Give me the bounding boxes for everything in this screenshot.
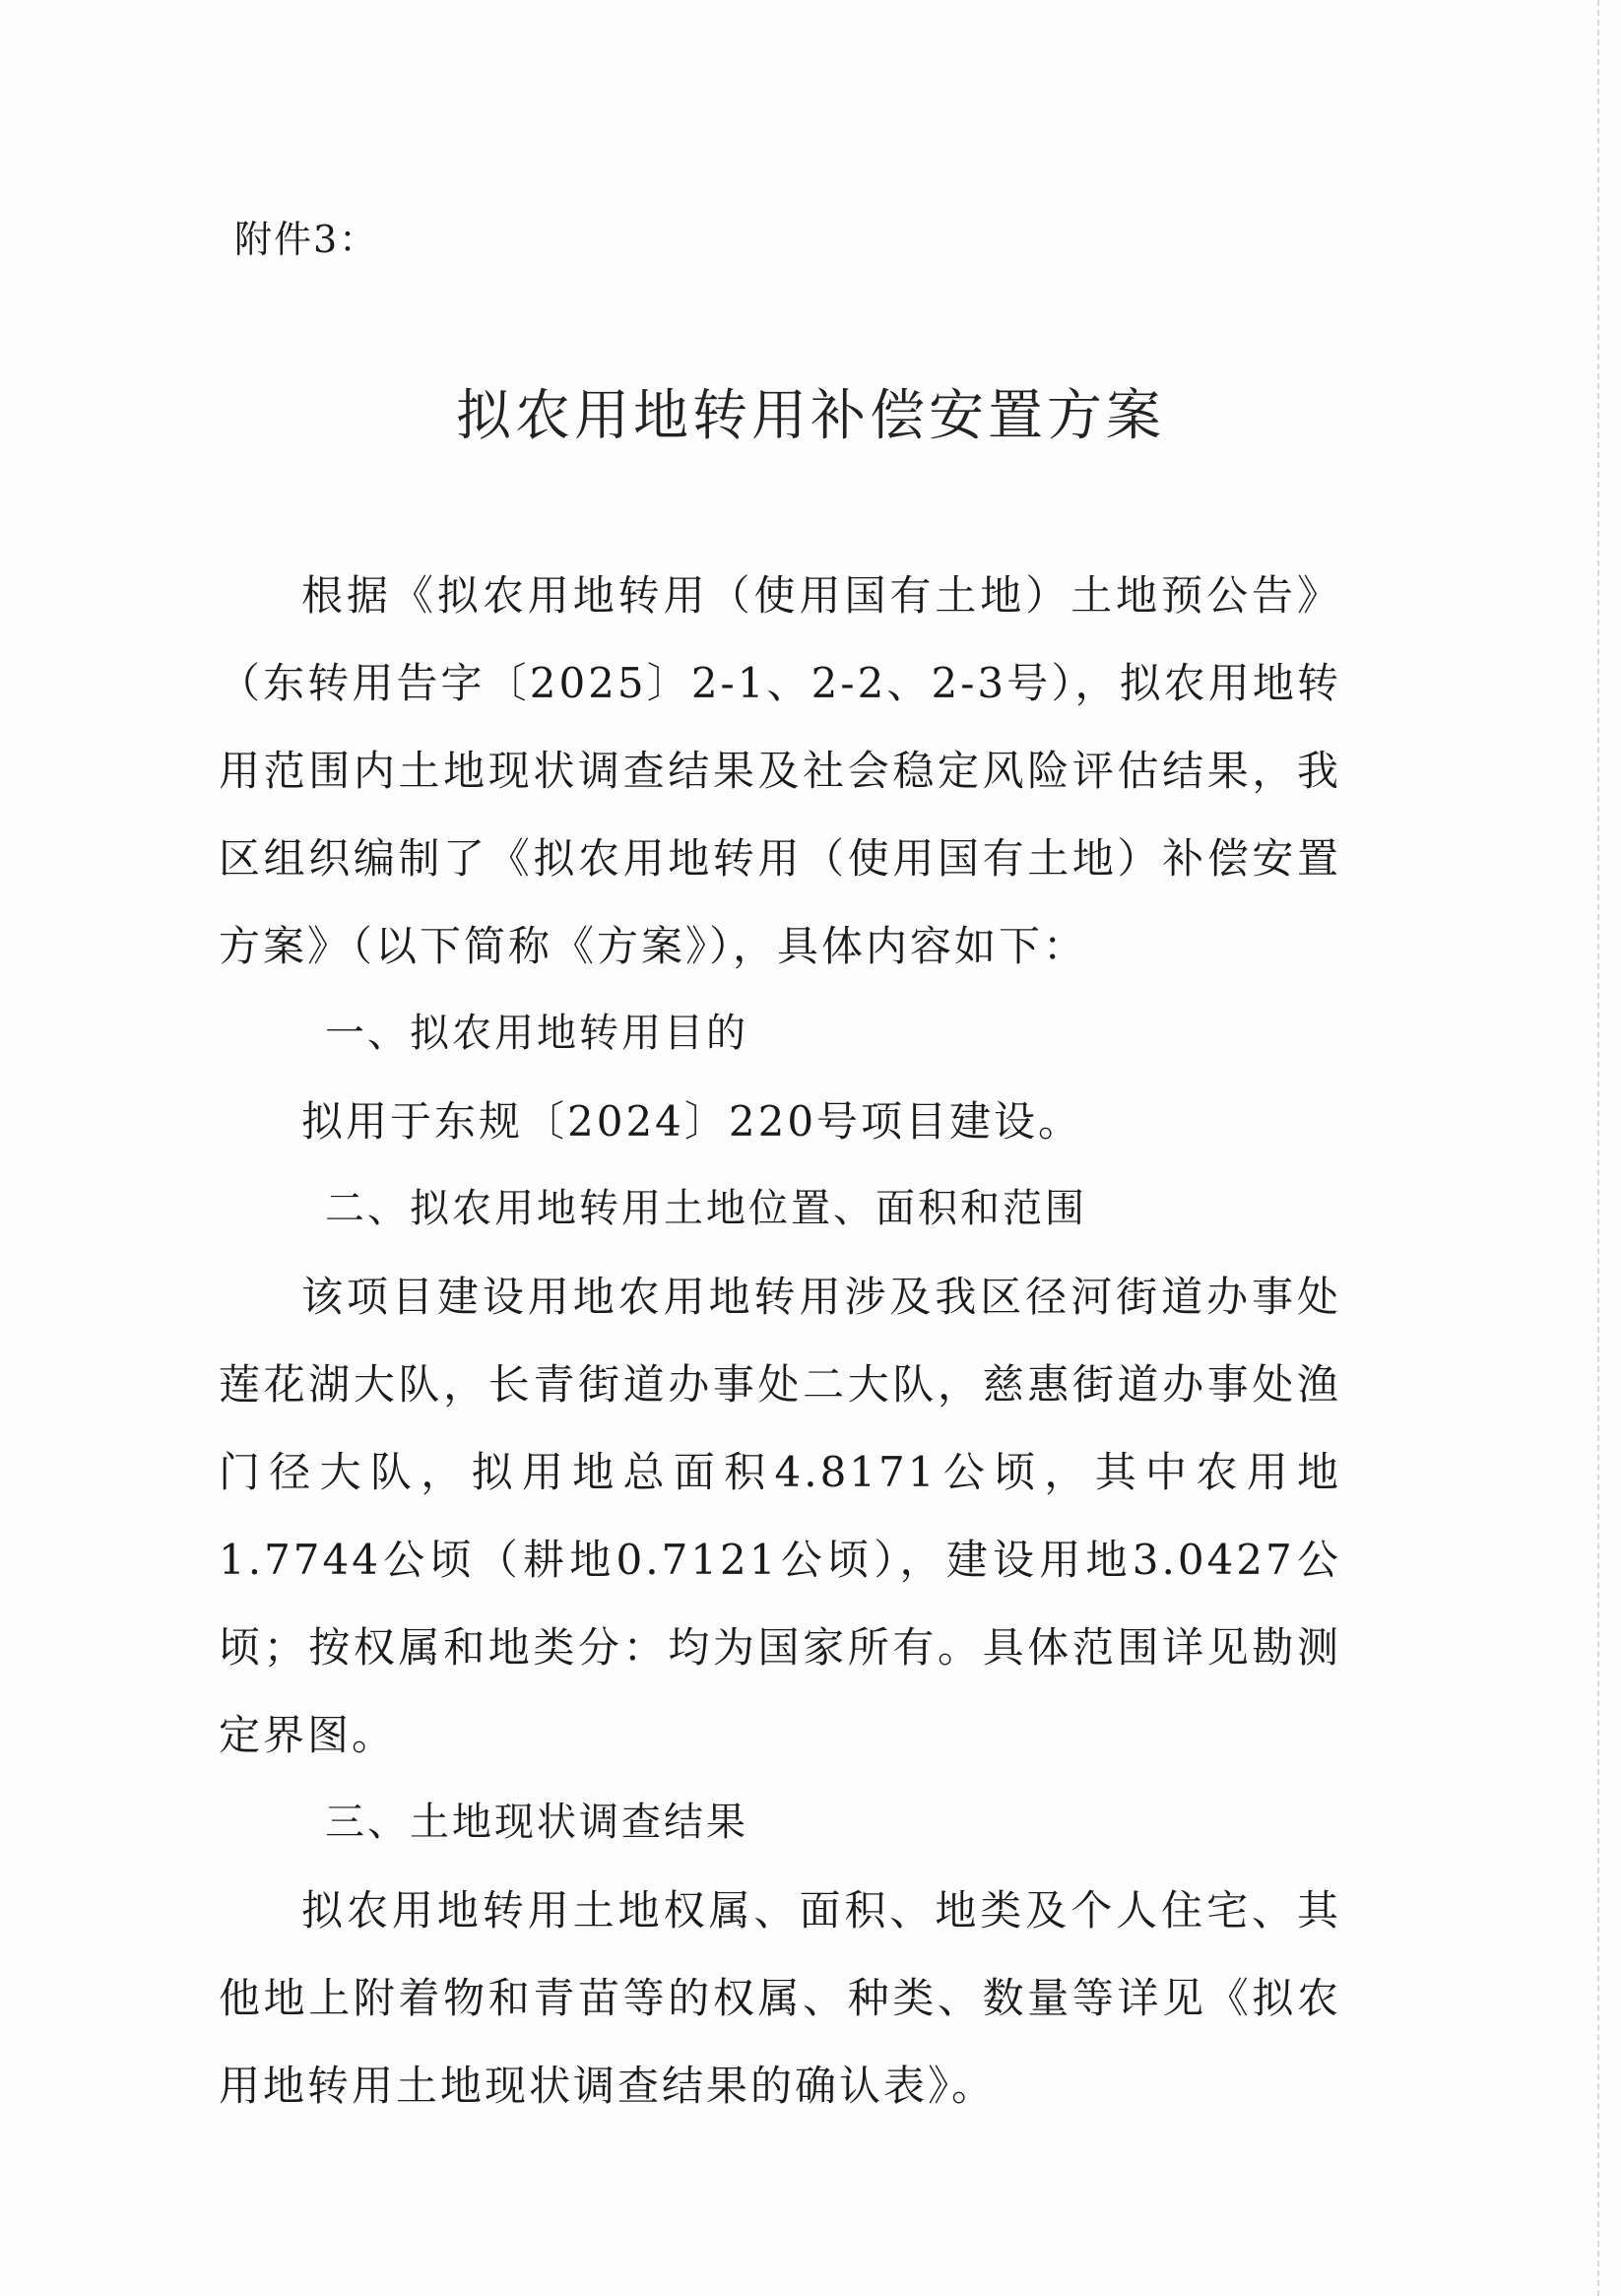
scan-edge-marks <box>1595 0 1599 2296</box>
document-title: 拟农用地转用补偿安置方案 <box>456 384 1165 448</box>
attachment-label: 附件3： <box>234 218 379 261</box>
document-body <box>219 552 1341 2130</box>
section-heading-location: 二、拟农用地转用土地位置、面积和范围 <box>325 1186 1087 1231</box>
section-heading-survey: 三、土地现状调查结果 <box>325 1800 748 1845</box>
intro-paragraph: 根据《拟农用地转用（使用国有土地）土地预公告》（东转用告字〔2025〕2-1、2-2、2-3号），拟农用地转用范围内土地现状调查结果及社会稳定风险评估结果，我区组织编制了《拟农用地转用（使用国有土地）补偿安置方案》（以下简称《方案》），具体内容如下： <box>219 571 1341 970</box>
location-paragraph: 该项目建设用地农用地转用涉及我区径河街道办事处莲花湖大队，长青街道办事处二大队，慈惠街道办事处渔门径大队，拟用地总面积4.8171公顷，其中农用地1.7744公顷（耕地0.7121公顷），建设用地3.0427公顷；按权属和地类分：均为国家所有。具体范围详见勘测定界图。 <box>219 1273 1341 1759</box>
survey-paragraph: 拟农用地转用土地权属、面积、地类及个人住宅、其他地上附着物和青苗等的权属、种类、数量等详见《拟农用地转用土地现状调查结果的确认表》。 <box>219 1886 1341 2110</box>
section-heading-purpose: 一、拟农用地转用目的 <box>325 1011 748 1056</box>
purpose-paragraph: 拟用于东规〔2024〕220号项目建设。 <box>301 1097 1083 1146</box>
